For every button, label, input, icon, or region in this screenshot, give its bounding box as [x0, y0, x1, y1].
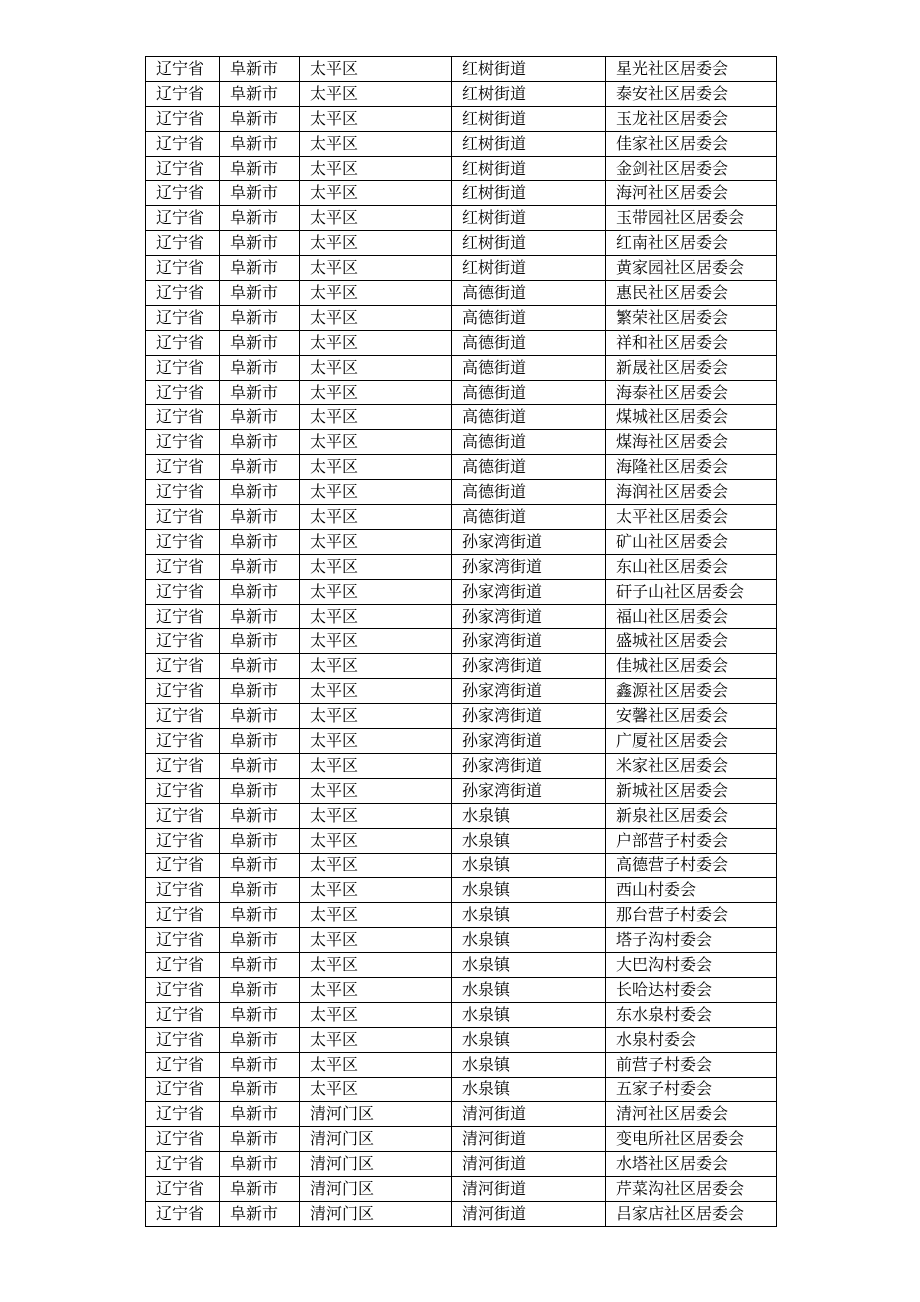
city-cell: 阜新市 — [220, 928, 300, 953]
subdistrict-cell: 高德街道 — [452, 405, 606, 430]
city-cell: 阜新市 — [220, 1201, 300, 1226]
district-cell: 太平区 — [300, 181, 452, 206]
table-row — [146, 181, 777, 206]
subdistrict-cell: 水泉镇 — [452, 1077, 606, 1102]
city-cell: 阜新市 — [220, 1027, 300, 1052]
subdistrict-cell: 红树街道 — [452, 106, 606, 131]
subdistrict-cell: 清河街道 — [452, 1127, 606, 1152]
table-row — [146, 704, 777, 729]
table-row — [146, 330, 777, 355]
province-cell: 辽宁省 — [146, 554, 220, 579]
table-row — [146, 1077, 777, 1102]
city-cell: 阜新市 — [220, 729, 300, 754]
city-cell: 阜新市 — [220, 1052, 300, 1077]
province-cell: 辽宁省 — [146, 1027, 220, 1052]
table-row — [146, 206, 777, 231]
table-row — [146, 1177, 777, 1202]
city-cell: 阜新市 — [220, 57, 300, 82]
province-cell: 辽宁省 — [146, 57, 220, 82]
city-cell: 阜新市 — [220, 554, 300, 579]
province-cell: 辽宁省 — [146, 629, 220, 654]
table-row — [146, 977, 777, 1002]
city-cell: 阜新市 — [220, 281, 300, 306]
subdistrict-cell: 红树街道 — [452, 131, 606, 156]
table-row — [146, 1201, 777, 1226]
city-cell: 阜新市 — [220, 679, 300, 704]
district-cell: 太平区 — [300, 1002, 452, 1027]
district-cell: 清河门区 — [300, 1102, 452, 1127]
table-row — [146, 878, 777, 903]
community-cell: 安馨社区居委会 — [606, 704, 777, 729]
province-cell: 辽宁省 — [146, 654, 220, 679]
subdistrict-cell: 孙家湾街道 — [452, 579, 606, 604]
subdistrict-cell: 高德街道 — [452, 355, 606, 380]
subdistrict-cell: 红树街道 — [452, 57, 606, 82]
subdistrict-cell: 水泉镇 — [452, 903, 606, 928]
province-cell: 辽宁省 — [146, 256, 220, 281]
community-cell: 广厦社区居委会 — [606, 729, 777, 754]
city-cell: 阜新市 — [220, 753, 300, 778]
table-row — [146, 1002, 777, 1027]
subdistrict-cell: 红树街道 — [452, 81, 606, 106]
community-cell: 变电所社区居委会 — [606, 1127, 777, 1152]
district-cell: 太平区 — [300, 928, 452, 953]
province-cell: 辽宁省 — [146, 928, 220, 953]
province-cell: 辽宁省 — [146, 778, 220, 803]
city-cell: 阜新市 — [220, 455, 300, 480]
district-cell: 太平区 — [300, 778, 452, 803]
community-cell: 星光社区居委会 — [606, 57, 777, 82]
subdistrict-cell: 孙家湾街道 — [452, 629, 606, 654]
subdistrict-cell: 红树街道 — [452, 206, 606, 231]
district-cell: 清河门区 — [300, 1201, 452, 1226]
city-cell: 阜新市 — [220, 206, 300, 231]
subdistrict-cell: 高德街道 — [452, 505, 606, 530]
table-row — [146, 505, 777, 530]
district-cell: 太平区 — [300, 430, 452, 455]
table-row — [146, 1027, 777, 1052]
table-row — [146, 629, 777, 654]
province-cell: 辽宁省 — [146, 803, 220, 828]
district-cell: 太平区 — [300, 281, 452, 306]
district-cell: 太平区 — [300, 529, 452, 554]
city-cell: 阜新市 — [220, 256, 300, 281]
table-row — [146, 529, 777, 554]
table-row — [146, 928, 777, 953]
province-cell: 辽宁省 — [146, 977, 220, 1002]
province-cell: 辽宁省 — [146, 753, 220, 778]
city-cell: 阜新市 — [220, 853, 300, 878]
table-row — [146, 455, 777, 480]
table-row — [146, 679, 777, 704]
table-row — [146, 604, 777, 629]
community-cell: 矿山社区居委会 — [606, 529, 777, 554]
table-row — [146, 355, 777, 380]
community-cell: 前营子村委会 — [606, 1052, 777, 1077]
table-row — [146, 654, 777, 679]
district-cell: 太平区 — [300, 953, 452, 978]
community-cell: 佳城社区居委会 — [606, 654, 777, 679]
district-cell: 太平区 — [300, 505, 452, 530]
community-cell: 煤城社区居委会 — [606, 405, 777, 430]
district-cell: 太平区 — [300, 654, 452, 679]
subdistrict-cell: 高德街道 — [452, 455, 606, 480]
province-cell: 辽宁省 — [146, 1052, 220, 1077]
table-row — [146, 57, 777, 82]
subdistrict-cell: 孙家湾街道 — [452, 778, 606, 803]
city-cell: 阜新市 — [220, 355, 300, 380]
community-cell: 鑫源社区居委会 — [606, 679, 777, 704]
table-body — [146, 57, 777, 1227]
table-row — [146, 1152, 777, 1177]
district-cell: 太平区 — [300, 380, 452, 405]
province-cell: 辽宁省 — [146, 181, 220, 206]
province-cell: 辽宁省 — [146, 878, 220, 903]
city-cell: 阜新市 — [220, 529, 300, 554]
city-cell: 阜新市 — [220, 778, 300, 803]
table-row — [146, 256, 777, 281]
table-row — [146, 131, 777, 156]
province-cell: 辽宁省 — [146, 81, 220, 106]
district-cell: 太平区 — [300, 330, 452, 355]
subdistrict-cell: 水泉镇 — [452, 828, 606, 853]
city-cell: 阜新市 — [220, 704, 300, 729]
table-row — [146, 480, 777, 505]
district-cell: 太平区 — [300, 131, 452, 156]
subdistrict-cell: 红树街道 — [452, 156, 606, 181]
province-cell: 辽宁省 — [146, 480, 220, 505]
community-cell: 五家子村委会 — [606, 1077, 777, 1102]
community-cell: 金剑社区居委会 — [606, 156, 777, 181]
subdistrict-cell: 高德街道 — [452, 305, 606, 330]
table-row — [146, 156, 777, 181]
subdistrict-cell: 孙家湾街道 — [452, 729, 606, 754]
table-row — [146, 405, 777, 430]
subdistrict-cell: 水泉镇 — [452, 853, 606, 878]
table-row — [146, 1052, 777, 1077]
province-cell: 辽宁省 — [146, 231, 220, 256]
table-row — [146, 106, 777, 131]
province-cell: 辽宁省 — [146, 704, 220, 729]
district-cell: 太平区 — [300, 579, 452, 604]
district-cell: 太平区 — [300, 106, 452, 131]
district-cell: 太平区 — [300, 355, 452, 380]
city-cell: 阜新市 — [220, 903, 300, 928]
table-row — [146, 281, 777, 306]
district-cell: 太平区 — [300, 1052, 452, 1077]
district-cell: 清河门区 — [300, 1152, 452, 1177]
district-cell: 太平区 — [300, 305, 452, 330]
city-cell: 阜新市 — [220, 604, 300, 629]
province-cell: 辽宁省 — [146, 604, 220, 629]
province-cell: 辽宁省 — [146, 505, 220, 530]
subdistrict-cell: 清河街道 — [452, 1201, 606, 1226]
province-cell: 辽宁省 — [146, 281, 220, 306]
community-cell: 玉龙社区居委会 — [606, 106, 777, 131]
district-cell: 太平区 — [300, 853, 452, 878]
city-cell: 阜新市 — [220, 181, 300, 206]
district-cell: 太平区 — [300, 156, 452, 181]
table-row — [146, 231, 777, 256]
province-cell: 辽宁省 — [146, 1002, 220, 1027]
community-cell: 清河社区居委会 — [606, 1102, 777, 1127]
community-cell: 长哈达村委会 — [606, 977, 777, 1002]
subdistrict-cell: 红树街道 — [452, 231, 606, 256]
city-cell: 阜新市 — [220, 81, 300, 106]
community-cell: 矸子山社区居委会 — [606, 579, 777, 604]
city-cell: 阜新市 — [220, 480, 300, 505]
district-cell: 清河门区 — [300, 1177, 452, 1202]
district-cell: 太平区 — [300, 57, 452, 82]
province-cell: 辽宁省 — [146, 903, 220, 928]
subdistrict-cell: 水泉镇 — [452, 1052, 606, 1077]
community-cell: 太平社区居委会 — [606, 505, 777, 530]
community-cell: 吕家店社区居委会 — [606, 1201, 777, 1226]
community-cell: 东水泉村委会 — [606, 1002, 777, 1027]
city-cell: 阜新市 — [220, 1152, 300, 1177]
district-cell: 太平区 — [300, 729, 452, 754]
province-cell: 辽宁省 — [146, 455, 220, 480]
subdistrict-cell: 高德街道 — [452, 430, 606, 455]
admin-division-table — [145, 56, 777, 1227]
table-row — [146, 579, 777, 604]
city-cell: 阜新市 — [220, 828, 300, 853]
table-row — [146, 380, 777, 405]
district-cell: 太平区 — [300, 704, 452, 729]
subdistrict-cell: 清河街道 — [452, 1102, 606, 1127]
subdistrict-cell: 高德街道 — [452, 330, 606, 355]
community-cell: 玉带园社区居委会 — [606, 206, 777, 231]
subdistrict-cell: 红树街道 — [452, 256, 606, 281]
province-cell: 辽宁省 — [146, 853, 220, 878]
subdistrict-cell: 高德街道 — [452, 281, 606, 306]
table-row — [146, 305, 777, 330]
province-cell: 辽宁省 — [146, 330, 220, 355]
province-cell: 辽宁省 — [146, 106, 220, 131]
district-cell: 太平区 — [300, 828, 452, 853]
city-cell: 阜新市 — [220, 953, 300, 978]
province-cell: 辽宁省 — [146, 206, 220, 231]
community-cell: 西山村委会 — [606, 878, 777, 903]
district-cell: 太平区 — [300, 878, 452, 903]
community-cell: 煤海社区居委会 — [606, 430, 777, 455]
table-row — [146, 554, 777, 579]
province-cell: 辽宁省 — [146, 1201, 220, 1226]
city-cell: 阜新市 — [220, 1127, 300, 1152]
district-cell: 太平区 — [300, 604, 452, 629]
province-cell: 辽宁省 — [146, 953, 220, 978]
table-row — [146, 828, 777, 853]
province-cell: 辽宁省 — [146, 529, 220, 554]
community-cell: 新泉社区居委会 — [606, 803, 777, 828]
community-cell: 佳家社区居委会 — [606, 131, 777, 156]
community-cell: 黄家园社区居委会 — [606, 256, 777, 281]
subdistrict-cell: 水泉镇 — [452, 803, 606, 828]
table-row — [146, 853, 777, 878]
subdistrict-cell: 清河街道 — [452, 1152, 606, 1177]
subdistrict-cell: 水泉镇 — [452, 977, 606, 1002]
city-cell: 阜新市 — [220, 977, 300, 1002]
community-cell: 海润社区居委会 — [606, 480, 777, 505]
province-cell: 辽宁省 — [146, 355, 220, 380]
district-cell: 太平区 — [300, 629, 452, 654]
table-row — [146, 1102, 777, 1127]
subdistrict-cell: 水泉镇 — [452, 1027, 606, 1052]
table-row — [146, 803, 777, 828]
community-cell: 繁荣社区居委会 — [606, 305, 777, 330]
community-cell: 东山社区居委会 — [606, 554, 777, 579]
city-cell: 阜新市 — [220, 803, 300, 828]
district-cell: 太平区 — [300, 480, 452, 505]
community-cell: 红南社区居委会 — [606, 231, 777, 256]
community-cell: 新城社区居委会 — [606, 778, 777, 803]
community-cell: 新晟社区居委会 — [606, 355, 777, 380]
community-cell: 芹菜沟社区居委会 — [606, 1177, 777, 1202]
subdistrict-cell: 清河街道 — [452, 1177, 606, 1202]
province-cell: 辽宁省 — [146, 579, 220, 604]
subdistrict-cell: 高德街道 — [452, 380, 606, 405]
district-cell: 太平区 — [300, 455, 452, 480]
subdistrict-cell: 红树街道 — [452, 181, 606, 206]
province-cell: 辽宁省 — [146, 380, 220, 405]
province-cell: 辽宁省 — [146, 1127, 220, 1152]
community-cell: 福山社区居委会 — [606, 604, 777, 629]
city-cell: 阜新市 — [220, 654, 300, 679]
table-row — [146, 729, 777, 754]
province-cell: 辽宁省 — [146, 1177, 220, 1202]
subdistrict-cell: 水泉镇 — [452, 1002, 606, 1027]
subdistrict-cell: 孙家湾街道 — [452, 654, 606, 679]
table-row — [146, 753, 777, 778]
district-cell: 太平区 — [300, 1077, 452, 1102]
community-cell: 海泰社区居委会 — [606, 380, 777, 405]
subdistrict-cell: 水泉镇 — [452, 928, 606, 953]
city-cell: 阜新市 — [220, 380, 300, 405]
subdistrict-cell: 孙家湾街道 — [452, 679, 606, 704]
subdistrict-cell: 孙家湾街道 — [452, 604, 606, 629]
community-cell: 海隆社区居委会 — [606, 455, 777, 480]
district-cell: 太平区 — [300, 81, 452, 106]
table-row — [146, 778, 777, 803]
community-cell: 米家社区居委会 — [606, 753, 777, 778]
community-cell: 大巴沟村委会 — [606, 953, 777, 978]
city-cell: 阜新市 — [220, 305, 300, 330]
subdistrict-cell: 水泉镇 — [452, 953, 606, 978]
subdistrict-cell: 孙家湾街道 — [452, 753, 606, 778]
subdistrict-cell: 孙家湾街道 — [452, 529, 606, 554]
city-cell: 阜新市 — [220, 505, 300, 530]
community-cell: 水塔社区居委会 — [606, 1152, 777, 1177]
city-cell: 阜新市 — [220, 156, 300, 181]
city-cell: 阜新市 — [220, 131, 300, 156]
province-cell: 辽宁省 — [146, 405, 220, 430]
city-cell: 阜新市 — [220, 629, 300, 654]
district-cell: 太平区 — [300, 405, 452, 430]
district-cell: 太平区 — [300, 554, 452, 579]
community-cell: 盛城社区居委会 — [606, 629, 777, 654]
city-cell: 阜新市 — [220, 1077, 300, 1102]
city-cell: 阜新市 — [220, 878, 300, 903]
community-cell: 高德营子村委会 — [606, 853, 777, 878]
community-cell: 泰安社区居委会 — [606, 81, 777, 106]
table-row — [146, 430, 777, 455]
province-cell: 辽宁省 — [146, 1077, 220, 1102]
community-cell: 惠民社区居委会 — [606, 281, 777, 306]
city-cell: 阜新市 — [220, 405, 300, 430]
subdistrict-cell: 高德街道 — [452, 480, 606, 505]
city-cell: 阜新市 — [220, 1102, 300, 1127]
district-cell: 清河门区 — [300, 1127, 452, 1152]
district-cell: 太平区 — [300, 256, 452, 281]
subdistrict-cell: 孙家湾街道 — [452, 554, 606, 579]
city-cell: 阜新市 — [220, 330, 300, 355]
community-cell: 户部营子村委会 — [606, 828, 777, 853]
subdistrict-cell: 水泉镇 — [452, 878, 606, 903]
table-row — [146, 1127, 777, 1152]
community-cell: 海河社区居委会 — [606, 181, 777, 206]
district-cell: 太平区 — [300, 206, 452, 231]
district-cell: 太平区 — [300, 231, 452, 256]
province-cell: 辽宁省 — [146, 1152, 220, 1177]
district-cell: 太平区 — [300, 1027, 452, 1052]
province-cell: 辽宁省 — [146, 156, 220, 181]
table-row — [146, 903, 777, 928]
community-cell: 那台营子村委会 — [606, 903, 777, 928]
community-cell: 水泉村委会 — [606, 1027, 777, 1052]
province-cell: 辽宁省 — [146, 1102, 220, 1127]
city-cell: 阜新市 — [220, 1002, 300, 1027]
province-cell: 辽宁省 — [146, 305, 220, 330]
city-cell: 阜新市 — [220, 430, 300, 455]
community-cell: 祥和社区居委会 — [606, 330, 777, 355]
province-cell: 辽宁省 — [146, 729, 220, 754]
district-cell: 太平区 — [300, 803, 452, 828]
table-row — [146, 81, 777, 106]
city-cell: 阜新市 — [220, 1177, 300, 1202]
province-cell: 辽宁省 — [146, 430, 220, 455]
city-cell: 阜新市 — [220, 231, 300, 256]
province-cell: 辽宁省 — [146, 131, 220, 156]
table-row — [146, 953, 777, 978]
district-cell: 太平区 — [300, 753, 452, 778]
community-cell: 塔子沟村委会 — [606, 928, 777, 953]
district-cell: 太平区 — [300, 903, 452, 928]
province-cell: 辽宁省 — [146, 679, 220, 704]
city-cell: 阜新市 — [220, 106, 300, 131]
district-cell: 太平区 — [300, 977, 452, 1002]
city-cell: 阜新市 — [220, 579, 300, 604]
subdistrict-cell: 孙家湾街道 — [452, 704, 606, 729]
district-cell: 太平区 — [300, 679, 452, 704]
province-cell: 辽宁省 — [146, 828, 220, 853]
